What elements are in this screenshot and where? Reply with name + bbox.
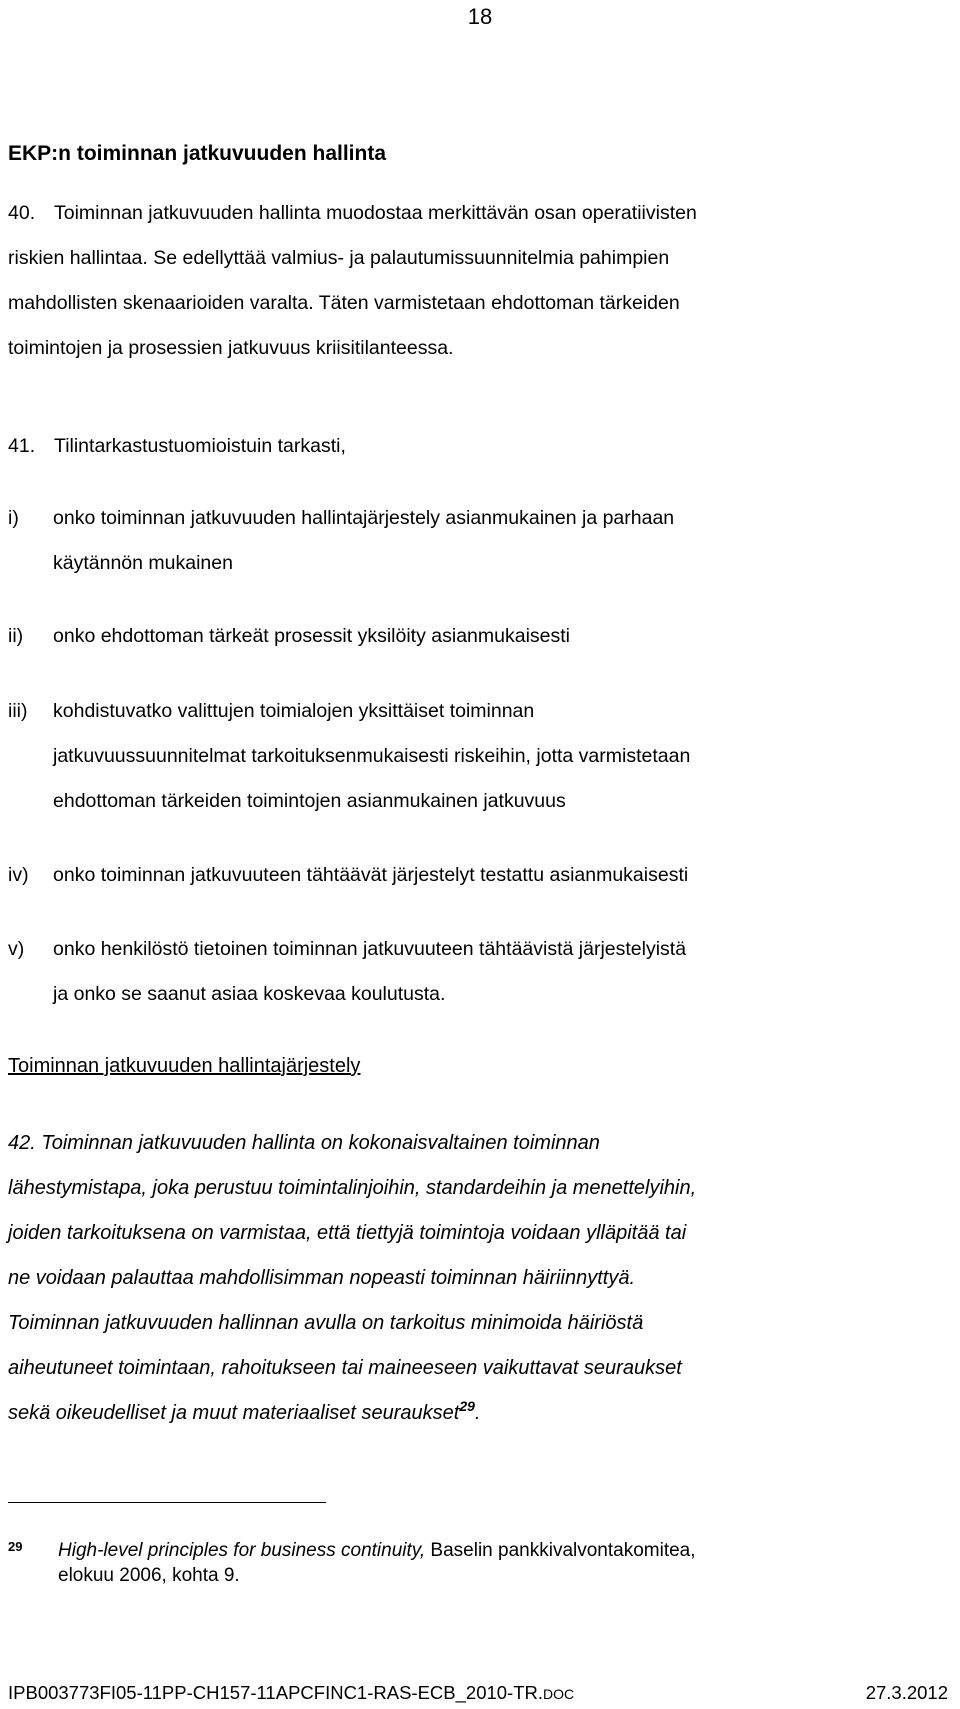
list-item-line: jatkuvuussuunnitelmat tarkoituksenmukaisesti riskeihin, jotta varmistetaan [53,745,691,767]
subheading: Toiminnan jatkuvuuden hallintajärjestely [8,1055,361,1077]
paragraph-42 [8,1121,953,1436]
paragraph-41-number: 41. [8,435,36,457]
footnote-reference[interactable]: 29 [459,1398,475,1414]
footnote-number: 29 [8,1539,23,1554]
list-item-line: onko henkilöstö tietoinen toiminnan jatkuvuuteen tähtäävistä järjestelyistä [53,938,687,960]
paragraph-42-line: ne voidaan palauttaa mahdollisimman nopeasti toiminnan häiriinnyttyä. [8,1267,636,1289]
list-marker: v) [8,938,25,960]
paragraph-41 [8,424,948,469]
footnote-line-2: elokuu 2006, kohta 9. [58,1565,240,1586]
footnote-line-1: High-level principles for business continuity, Baselin pankkivalvontakomitea, [58,1540,696,1561]
list-marker: iii) [8,700,28,722]
paragraph-40-line-4: toimintojen ja prosessien jatkuvuus kriisitilanteessa. [8,337,454,359]
list-item-line: onko ehdottoman tärkeät prosessit yksilöity asianmukaisesti [53,625,570,647]
page-number: 18 [467,4,493,29]
list-marker: iv) [8,864,29,886]
paragraph-42-line: Toiminnan jatkuvuuden hallinnan avulla on tarkoitus minimoida häiriöstä [8,1312,644,1334]
list-item-line: käytännön mukainen [53,552,233,574]
section-heading: EKP:n toiminnan jatkuvuuden hallinta [8,142,387,165]
paragraph-41-text: Tilintarkastustuomioistuin tarkasti, [54,435,346,457]
list-marker: i) [8,507,19,529]
document-reference: IPB003773FI05-11PP-CH157-11APCFINC1-RAS-ECB_2010-TR.DOC [8,1682,575,1703]
paragraph-40-line-1: 40. Toiminnan jatkuvuuden hallinta muodostaa merkittävän osan operatiivisten [8,191,948,236]
paragraph-42-line: aiheutuneet toimintaan, rahoitukseen tai maineeseen vaikuttavat seuraukset [8,1357,682,1379]
document-date: 27.3.2012 [865,1682,948,1703]
list-item-line: onko toiminnan jatkuvuuden hallintajärjestely asianmukainen ja parhaan [53,507,675,529]
list-item-line: ja onko se saanut asiaa koskevaa koulutusta. [53,983,446,1005]
footnote-title: High-level principles for business continuity, [58,1540,426,1561]
paragraph-40-line-2: riskien hallintaa. Se edellyttää valmius- ja palautumissuunnitelmia pahimpien [8,247,670,269]
footnote-separator [8,1502,326,1503]
paragraph-42-line: lähestymistapa, joka perustuu toimintalinjoihin, standardeihin ja menettelyihin, [8,1177,697,1199]
list-item-line: onko toiminnan jatkuvuuteen tähtäävät järjestelyt testattu asianmukaisesti [53,864,689,886]
paragraph-42-line: 42. Toiminnan jatkuvuuden hallinta on kokonaisvaltainen toiminnan [8,1132,600,1154]
paragraph-40-line-3: mahdollisten skenaarioiden varalta. Täten varmistetaan ehdottoman tärkeiden [8,292,680,314]
list-marker: ii) [8,625,24,647]
paragraph-42-line: joiden tarkoituksena on varmistaa, että tiettyjä toimintoja voidaan ylläpitää tai [8,1222,687,1244]
list-item-line: ehdottoman tärkeiden toimintojen asianmukainen jatkuvuus [53,790,566,812]
paragraph-42-line: sekä oikeudelliset ja muut materiaaliset seuraukset$^{29}$. [8,1398,481,1424]
paragraph-40 [8,191,948,371]
list-item-line: kohdistuvatko valittujen toimialojen yksittäiset toiminnan [53,700,535,722]
paragraph-40-number: 40. [8,202,36,224]
